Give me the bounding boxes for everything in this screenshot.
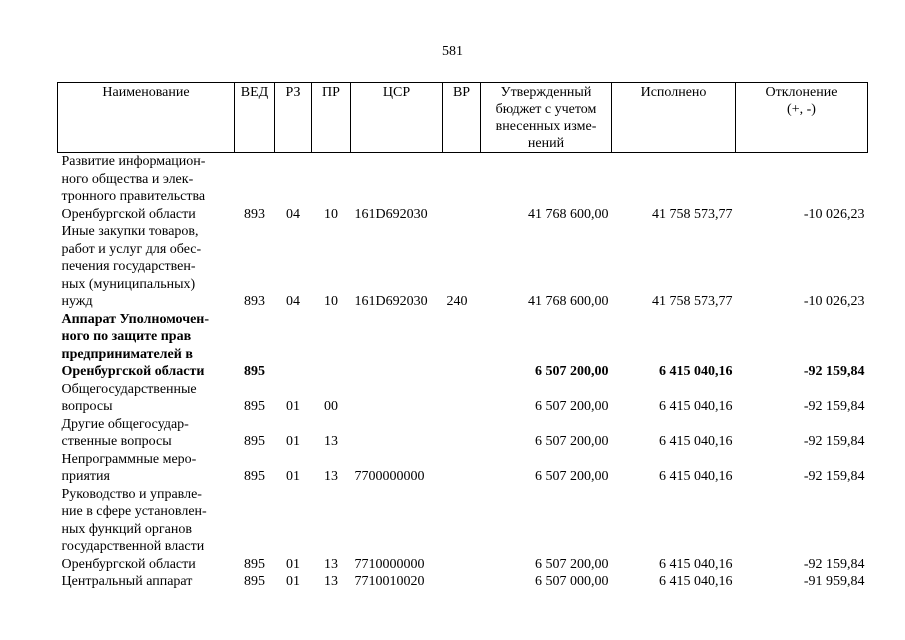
row-name-line: Другие общегосудар-: [61, 416, 189, 432]
row-pr: 13: [324, 469, 338, 484]
row-executed: 41 758 573,77: [652, 294, 733, 309]
budget-table: [57, 82, 868, 591]
row-name-line: ние в сфере установлен-: [61, 504, 207, 519]
row-pr: 00: [324, 399, 338, 414]
table-row: [58, 311, 868, 381]
header-deviation-line: (+, -): [787, 102, 816, 117]
row-deviation: -91 959,84: [803, 574, 865, 589]
row-name-line: нужд: [61, 294, 93, 309]
row-rz: 04: [286, 206, 300, 222]
page-number: 581: [442, 44, 463, 59]
row-executed: 6 415 040,16: [659, 399, 733, 414]
row-ved: 895: [244, 434, 265, 449]
row-pr: 10: [324, 294, 338, 309]
row-name-line: Оренбургской области: [61, 364, 205, 379]
table-row: [58, 451, 868, 486]
row-name-line: вопросы: [61, 399, 113, 414]
row-pr: 10: [324, 206, 338, 222]
row-vr: [443, 381, 481, 416]
row-deviation: -10 026,23: [803, 294, 865, 309]
row-approved: 41 768 600,00: [528, 294, 609, 309]
row-approved: 41 768 600,00: [528, 206, 609, 222]
row-approved: 6 507 200,00: [535, 434, 609, 449]
row-csr: 7710010020: [354, 574, 425, 589]
header-name: Наименование: [58, 83, 235, 153]
row-name-line: тронного правительства: [61, 189, 206, 204]
row-name-line: Оренбургской области: [61, 206, 196, 222]
header-pr: ПР: [312, 83, 351, 153]
row-approved: 6 507 000,00: [535, 574, 609, 589]
header-csr: ЦСР: [351, 83, 443, 153]
row-name: [58, 223, 235, 311]
row-csr: 7700000000: [354, 469, 425, 484]
row-name-line: ного общества и элек-: [61, 171, 194, 187]
row-rz: 01: [286, 469, 300, 484]
header-approved-line: внесенных изме-: [495, 119, 597, 134]
row-pr: 13: [324, 434, 338, 449]
row-approved: 6 507 200,00: [535, 399, 609, 414]
row-csr: 7710000000: [354, 556, 425, 572]
row-vr: [443, 311, 481, 381]
row-vr: 240: [446, 294, 468, 309]
row-name-line: Непрограммные меро-: [61, 451, 197, 467]
row-csr: [351, 416, 443, 451]
table-header: [58, 83, 868, 153]
table-row: [58, 381, 868, 416]
row-approved: 6 507 200,00: [535, 556, 609, 572]
row-name-line: приятия: [61, 469, 110, 484]
row-rz: 01: [286, 434, 300, 449]
row-deviation: -92 159,84: [803, 364, 865, 379]
row-name-line: работ и услуг для обес-: [61, 241, 202, 257]
row-name-line: государственной власти: [61, 539, 205, 554]
row-ved: 895: [244, 469, 265, 484]
header-deviation-line: Отклонение: [765, 85, 838, 100]
row-name: [58, 416, 235, 451]
row-csr: [351, 381, 443, 416]
table-row: [58, 486, 868, 574]
row-name-line: ных функций органов: [61, 521, 192, 537]
row-name: [58, 573, 235, 591]
row-name-line: Центральный аппарат: [61, 574, 193, 589]
header-rz: РЗ: [275, 83, 312, 153]
table-row: [58, 223, 868, 311]
table-row: [58, 573, 868, 591]
row-name-line: печения государствен-: [61, 259, 196, 274]
row-executed: 6 415 040,16: [659, 469, 733, 484]
row-vr: [443, 573, 481, 591]
row-name-line: Развитие информацион-: [61, 154, 206, 169]
row-executed: 6 415 040,16: [659, 556, 733, 572]
row-csr: [351, 311, 443, 381]
row-deviation: -92 159,84: [803, 469, 865, 484]
header-approved-line: нений: [527, 136, 565, 151]
row-name: [58, 153, 235, 224]
row-name-line: ного по защите прав: [61, 329, 192, 344]
row-name: [58, 311, 235, 381]
row-ved: 895: [244, 574, 265, 589]
row-ved: 895: [244, 364, 265, 379]
header-approved-line: бюджет с учетом: [495, 102, 597, 117]
row-name-line: Руководство и управле-: [61, 486, 202, 502]
row-vr: [443, 153, 481, 224]
row-pr: [312, 311, 351, 381]
row-executed: 41 758 573,77: [652, 206, 733, 222]
table-body: [58, 153, 868, 591]
row-name-line: ственные вопросы: [61, 434, 172, 449]
row-executed: 6 415 040,16: [659, 574, 733, 589]
row-name: [58, 381, 235, 416]
header-approved-line: Утвержденный: [500, 85, 592, 100]
row-pr: 13: [324, 574, 338, 589]
row-rz: 01: [286, 574, 300, 589]
row-name-line: предпринимателей в: [61, 346, 193, 362]
row-deviation: -92 159,84: [803, 556, 865, 572]
row-name-line: Аппарат Уполномочен-: [61, 311, 210, 327]
row-executed: 6 415 040,16: [659, 434, 733, 449]
row-vr: [443, 416, 481, 451]
header-approved: [481, 83, 612, 153]
row-name-line: ных (муниципальных): [61, 276, 196, 292]
row-rz: [275, 311, 312, 381]
row-vr: [443, 451, 481, 486]
header-ved: ВЕД: [235, 83, 275, 153]
row-name: [58, 486, 235, 574]
row-csr: 161D692030: [354, 294, 428, 309]
row-ved: 895: [244, 399, 265, 414]
row-rz: 04: [286, 294, 300, 309]
row-approved: 6 507 200,00: [535, 364, 609, 379]
row-pr: 13: [324, 556, 338, 572]
row-ved: 893: [244, 294, 265, 309]
row-rz: 01: [286, 556, 300, 572]
row-ved: 893: [244, 206, 265, 222]
row-csr: 161D692030: [354, 206, 428, 222]
table-row: [58, 153, 868, 224]
row-rz: 01: [286, 399, 300, 414]
row-vr: [443, 486, 481, 574]
row-deviation: -10 026,23: [803, 206, 865, 222]
table-row: [58, 416, 868, 451]
header-deviation: [736, 83, 868, 153]
row-name: [58, 451, 235, 486]
row-deviation: -92 159,84: [803, 399, 865, 414]
row-name-line: Общегосударственные: [61, 381, 197, 397]
header-executed: Исполнено: [612, 83, 736, 153]
row-name-line: Оренбургской области: [61, 556, 196, 572]
header-vr: ВР: [443, 83, 481, 153]
row-executed: 6 415 040,16: [659, 364, 733, 379]
row-approved: 6 507 200,00: [535, 469, 609, 484]
row-name-line: Иные закупки товаров,: [61, 224, 199, 239]
row-ved: 895: [244, 556, 265, 572]
row-deviation: -92 159,84: [803, 434, 865, 449]
